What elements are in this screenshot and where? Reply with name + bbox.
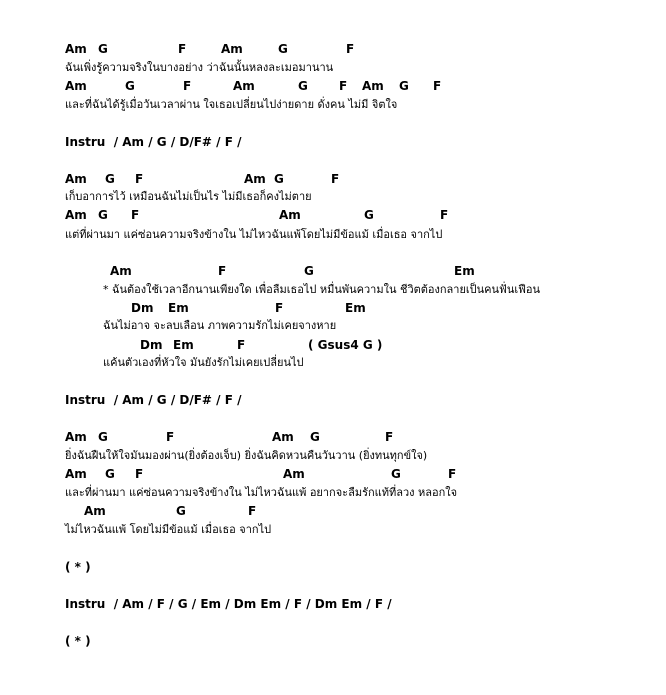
chord: Am <box>65 430 87 444</box>
chord: G <box>176 504 186 518</box>
chord: F <box>248 504 257 518</box>
chord: Am <box>65 467 87 481</box>
chord: G <box>298 79 308 93</box>
chord: F <box>178 42 187 56</box>
chord: Am <box>279 208 301 222</box>
chord: F <box>237 338 246 352</box>
chord: F <box>385 430 394 444</box>
chord: G <box>304 264 314 278</box>
chord: Em <box>168 301 189 315</box>
chord: Am <box>65 42 87 56</box>
chord: Am <box>362 79 384 93</box>
chord: Am <box>272 430 294 444</box>
chord: Am <box>84 504 106 518</box>
chord: Dm <box>131 301 154 315</box>
instrumental-line: Instru / Am / G / D/F# / F / <box>65 135 242 149</box>
chord: F <box>331 172 340 186</box>
chord: G <box>399 79 409 93</box>
chord: Am <box>283 467 305 481</box>
chord: G <box>310 430 320 444</box>
chord: Em <box>345 301 366 315</box>
lyric: และที่ผ่านมา แค่ซ่อนความจริงข้างใน ไม่ไหวฉันแพ้ อยากจะลืมรักแท้ที่ลวง หลอกใจ <box>65 486 458 499</box>
chord: G <box>105 467 115 481</box>
lyric: แค้นตัวเองที่หัวใจ มันยังรักไม่เคยเปลี่ยนไป <box>103 356 304 369</box>
chord: F <box>183 79 192 93</box>
lyric: ฉันเพิ่งรู้ความจริงในบางอย่าง ว่าฉันนั้นหลงละเมอมานาน <box>65 61 334 74</box>
chord: G <box>105 172 115 186</box>
chord: Dm <box>140 338 163 352</box>
chord: G <box>98 208 108 222</box>
chord: G <box>125 79 135 93</box>
chord: F <box>448 467 457 481</box>
chord: F <box>275 301 284 315</box>
instrumental-line: Instru / Am / G / D/F# / F / <box>65 393 242 407</box>
chord: F <box>131 208 140 222</box>
chord: G <box>98 430 108 444</box>
chorus-repeat-marker: ( * ) <box>65 634 91 648</box>
chord: G <box>98 42 108 56</box>
lyric: เก็บอาการไว้ เหมือนฉันไม่เป็นไร ไม่มีเธอก็คงไม่ตาย <box>65 190 312 203</box>
chord: Em <box>173 338 194 352</box>
chord: ( Gsus4 G ) <box>308 338 383 352</box>
chord: F <box>218 264 227 278</box>
chord: F <box>433 79 442 93</box>
lyric: และที่ฉันได้รู้เมื่อวันเวลาผ่าน ใจเธอเปลี่ยนไปง่ายดาย ดั่งคน ไม่มี จิตใจ <box>65 98 398 111</box>
chord: F <box>135 467 144 481</box>
chord: Am <box>65 79 87 93</box>
chord: Am <box>233 79 255 93</box>
chord: Am <box>110 264 132 278</box>
chord: F <box>346 42 355 56</box>
lyric: ไม่ไหวฉันแพ้ โดยไม่มีข้อแม้ เมื่อเธอ จากไป <box>65 523 272 536</box>
lyric: ฉันไม่อาจ จะลบเลือน ภาพความรักไม่เคยจางหาย <box>103 319 337 332</box>
chord: G <box>278 42 288 56</box>
chord: Am <box>221 42 243 56</box>
lyric: ยิ่งฉันฝืนให้ใจมันมองผ่าน(ยิ่งต้องเจ็บ) ยิ่งฉันคิดหวนคืนวันวาน (ยิ่งทนทุกข์ใจ) <box>65 449 428 462</box>
chord: G <box>364 208 374 222</box>
chord: Am <box>244 172 266 186</box>
lyric: * ฉันต้องใช้เวลาอีกนานเพียงใด เพื่อลืมเธอไป หมื่นพันความใน ชีวิตต้องกลายเป็นคนฟั่นเฟือน <box>103 283 541 296</box>
instrumental-line: Instru / Am / F / G / Em / Dm Em / F / Dm Em / F / <box>65 597 392 611</box>
chord: F <box>339 79 348 93</box>
chord: Em <box>454 264 475 278</box>
chord: G <box>274 172 284 186</box>
chord: F <box>135 172 144 186</box>
chord: F <box>166 430 175 444</box>
chord: Am <box>65 172 87 186</box>
chord: G <box>391 467 401 481</box>
chorus-repeat-marker: ( * ) <box>65 560 91 574</box>
chord: Am <box>65 208 87 222</box>
lyric: แต่ที่ผ่านมา แค่ซ่อนความจริงข้างใน ไม่ไหวฉันแพ้โดยไม่มีข้อแม้ เมื่อเธอ จากไป <box>65 228 443 241</box>
chord: F <box>440 208 449 222</box>
